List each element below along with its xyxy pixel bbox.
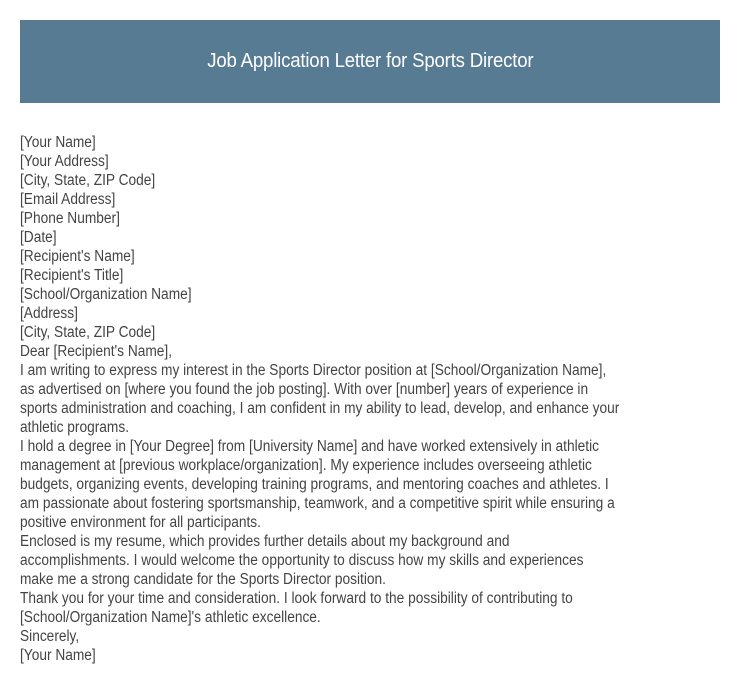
paragraph-line: am passionate about fostering sportsmanship, teamwork, and a competitive spirit while ensuring a bbox=[20, 495, 615, 512]
page-header bbox=[20, 20, 720, 103]
paragraph-line: sports administration and coaching, I am confident in my ability to lead, develop, and enhance your bbox=[20, 400, 620, 417]
paragraph-line: budgets, organizing events, developing training programs, and mentoring coaches and athletes. I bbox=[20, 476, 609, 493]
paragraph-interest bbox=[20, 361, 730, 437]
recipient-name: [Recipient's Name] bbox=[20, 248, 135, 265]
paragraph-line: make me a strong candidate for the Sports Director position. bbox=[20, 571, 386, 588]
paragraph-line: management at [previous workplace/organization]. My experience includes overseeing athletic bbox=[20, 457, 592, 474]
paragraph-experience bbox=[20, 437, 730, 532]
closing: Sincerely, bbox=[20, 628, 80, 645]
sender-block bbox=[20, 133, 730, 247]
paragraph-line: athletic programs. bbox=[20, 419, 130, 436]
recipient-title: [Recipient's Title] bbox=[20, 267, 124, 284]
letter-body bbox=[20, 133, 730, 665]
sender-name: [Your Name] bbox=[20, 134, 96, 151]
paragraph-line: Thank you for your time and consideration. I look forward to the possibility of contributing to bbox=[20, 590, 573, 607]
paragraph-line: I hold a degree in [Your Degree] from [University Name] and have worked extensively in athletic bbox=[20, 438, 599, 455]
recipient-block bbox=[20, 247, 730, 342]
sender-address: [Your Address] bbox=[20, 153, 109, 170]
sender-city-state-zip: [City, State, ZIP Code] bbox=[20, 172, 156, 189]
page-title: Job Application Letter for Sports Director bbox=[206, 50, 534, 72]
salutation: Dear [Recipient's Name], bbox=[20, 343, 173, 360]
paragraph-resume bbox=[20, 532, 730, 589]
paragraph-line: Enclosed is my resume, which provides further details about my background and bbox=[20, 533, 510, 550]
paragraph-line: accomplishments. I would welcome the opportunity to discuss how my skills and experiences bbox=[20, 552, 584, 569]
paragraph-line: positive environment for all participants. bbox=[20, 514, 261, 531]
signature: [Your Name] bbox=[20, 647, 96, 664]
sender-email: [Email Address] bbox=[20, 191, 116, 208]
paragraph-line: as advertised on [where you found the job posting]. With over [number] years of experience in bbox=[20, 381, 589, 398]
recipient-address: [Address] bbox=[20, 305, 78, 322]
letter-date: [Date] bbox=[20, 229, 57, 246]
sender-phone: [Phone Number] bbox=[20, 210, 120, 227]
paragraph-line: I am writing to express my interest in the Sports Director position at [School/Organization Name], bbox=[20, 362, 607, 379]
recipient-organization: [School/Organization Name] bbox=[20, 286, 192, 303]
recipient-city-state-zip: [City, State, ZIP Code] bbox=[20, 324, 156, 341]
paragraph-line: [School/Organization Name]'s athletic excellence. bbox=[20, 609, 321, 626]
paragraph-thanks bbox=[20, 589, 730, 627]
